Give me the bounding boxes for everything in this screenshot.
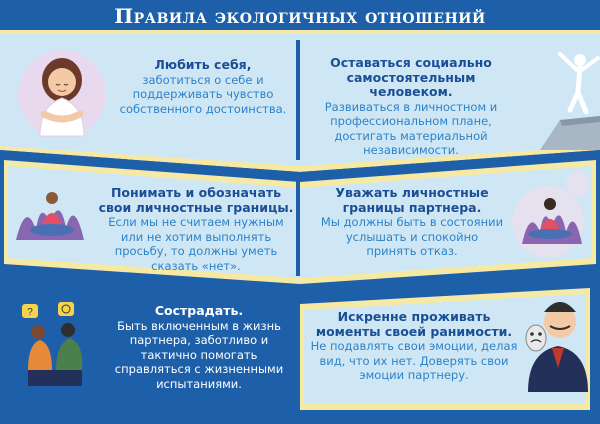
rule-heading: Понимать и обозначать свои личностные границы. (98, 185, 294, 215)
svg-text:?: ? (27, 307, 33, 318)
rule-vulnerability (310, 310, 518, 383)
talking-people-icon (8, 300, 104, 392)
rule-text: заботиться о себе и поддерживать чувство собственного достоинства. (119, 72, 287, 116)
masked-man-icon (520, 282, 596, 392)
meditating-woman-icon (508, 170, 598, 262)
page-title: Правила экологичных отношений (114, 4, 486, 28)
hugging-woman-icon (12, 44, 112, 144)
meditating-man-icon (8, 180, 94, 250)
rule-text: Не подавлять свои эмоции, делая вид, что их нет. Доверять свои эмоции партнеру. (310, 339, 518, 382)
rule-own-boundaries (96, 186, 296, 273)
rule-heading: Любить себя, (154, 57, 252, 72)
rule-text: Если мы не считаем нужным или не хотим выполнять просьбу, то должны уметь сказать «нет». (108, 215, 284, 273)
rule-heading: Искренне проживать моменты своей ранимости. (315, 309, 513, 339)
rule-text: Мы должны быть в состоянии услышать и спокойно принять отказ. (320, 215, 504, 258)
rule-heading: Уважать личностные границы партнера. (335, 185, 489, 215)
rule-compassion (104, 304, 294, 391)
rule-text: Развиваться в личностном и профессиональном плане, достигать материальной независимости. (324, 99, 498, 157)
rule-heading: Оставаться социально самостоятельным человеком. (330, 55, 492, 99)
rule-love-yourself (118, 58, 288, 116)
rule-heading: Сострадать. (154, 303, 244, 318)
rule-text: Быть включенным в жизнь партнера, заботливо и тактично помогать справляться с жизненными испытаниями. (114, 318, 284, 391)
rule-respect-boundaries (320, 186, 504, 259)
rule-stay-independent (306, 56, 516, 158)
